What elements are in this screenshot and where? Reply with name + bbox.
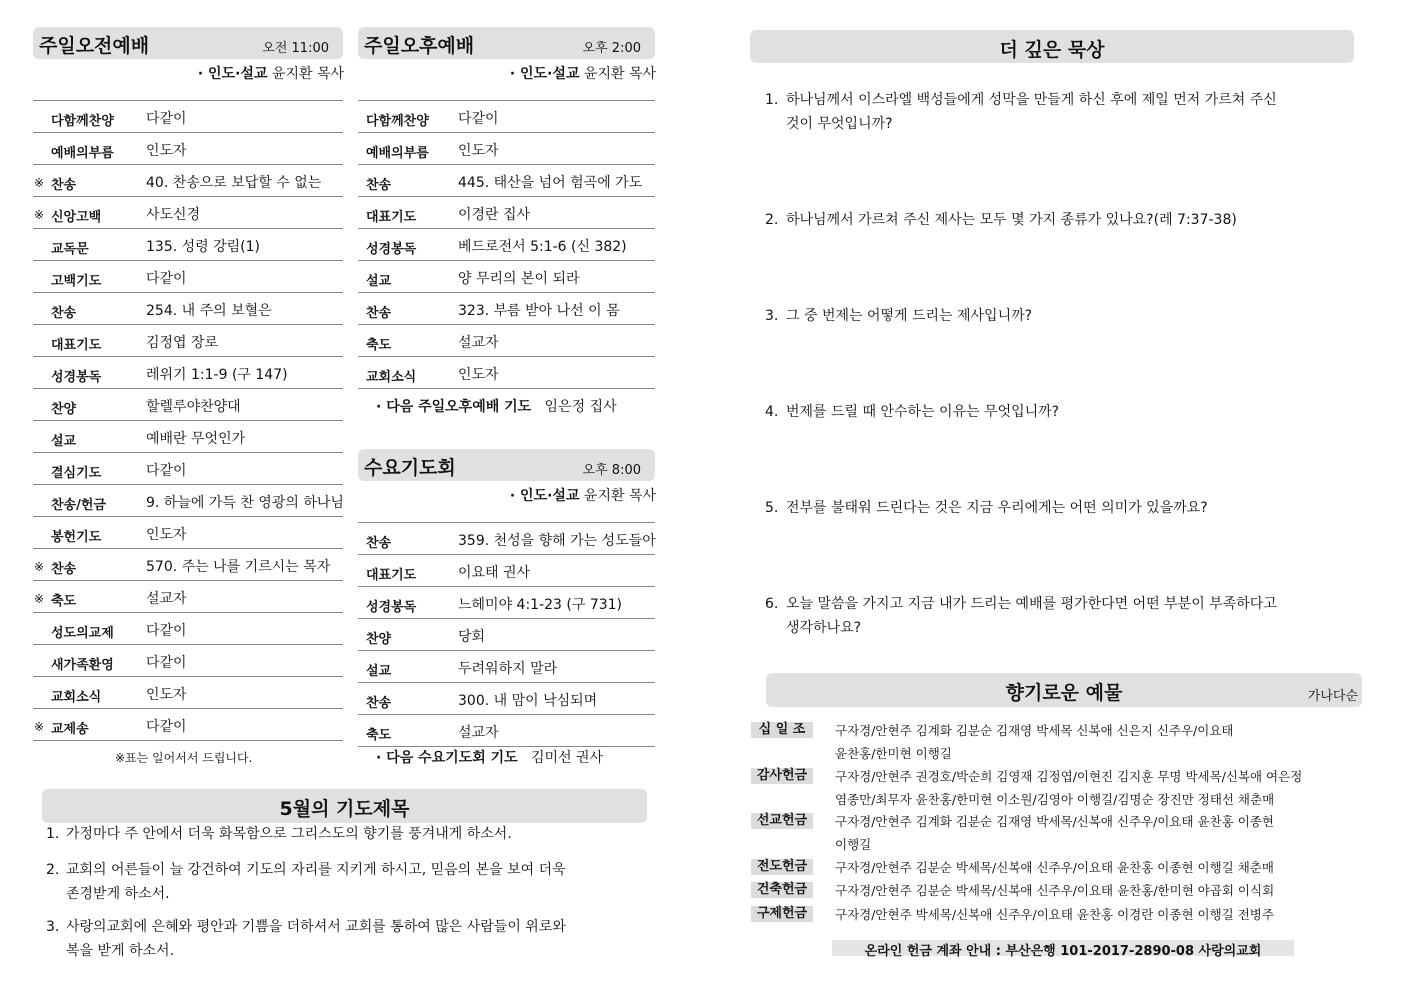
order-row: [33, 613, 343, 645]
standing-mark: ※: [34, 208, 45, 222]
order-label: 다함께찬양: [51, 114, 114, 129]
prayer-item: [46, 858, 566, 906]
prayer-line: 가정마다 주 안에서 더욱 화목함으로 그리스도의 향기를 풍겨내게 하소서.: [66, 826, 512, 842]
order-label: 대표기도: [51, 338, 102, 353]
offering-line: 윤찬홍/한미현 이행길: [835, 746, 952, 761]
order-value: 인도자: [146, 527, 187, 543]
morning-service-time: 오전 11:00: [262, 41, 329, 56]
leader-name: 윤지환 목사: [583, 66, 656, 82]
offering-category: 감사헌금: [751, 768, 813, 784]
question-line: 오늘 말씀을 가지고 지금 내가 드리는 예배를 평가한다면 어떤 부분이 부족하다고: [786, 596, 1277, 612]
order-label: 성도의교제: [51, 626, 114, 641]
order-value: 300. 내 맘이 낙심되며: [458, 693, 598, 709]
wednesday-service-title: 수요기도회: [364, 457, 456, 479]
prayer-item: [46, 915, 566, 963]
standing-mark: ※: [34, 720, 45, 734]
order-row: [358, 325, 655, 357]
meditation-header: [750, 30, 1354, 63]
order-label: 축도: [366, 338, 392, 353]
prayer-number: 2.: [46, 862, 60, 878]
order-label: 찬양: [366, 632, 392, 647]
offering-names: [835, 856, 1274, 879]
offering-category: 전도헌금: [751, 859, 813, 875]
leader-name: 윤지환 목사: [271, 66, 344, 82]
meditation-question: [765, 304, 1032, 328]
order-row: [33, 133, 343, 165]
order-label: 봉헌기도: [51, 530, 102, 545]
order-value: 두려워하지 말라: [458, 661, 558, 677]
order-value: 359. 천성을 향해 가는 성도들아: [458, 533, 656, 549]
order-value: 135. 성령 강림(1): [146, 239, 260, 255]
online-account-banner: [832, 940, 1294, 959]
order-row: [33, 389, 343, 421]
order-row: [358, 619, 655, 651]
order-label: 대표기도: [366, 210, 417, 225]
order-row: [358, 587, 655, 619]
meditation-question: [765, 496, 1208, 520]
order-row: [358, 229, 655, 261]
meditation-question: [765, 400, 1059, 424]
order-row: [33, 165, 343, 197]
leader-role: · 인도·설교: [509, 488, 580, 504]
prayer-topics-title: 5월의 기도제목: [279, 798, 410, 820]
order-value: 다같이: [146, 623, 187, 639]
afternoon-service-time: 오후 2:00: [582, 41, 641, 56]
question-number: 6.: [765, 596, 779, 612]
order-value: 당회: [458, 629, 486, 645]
order-label: 찬송: [51, 306, 77, 321]
order-row: [358, 293, 655, 325]
offering-order-note: 가나다순: [1307, 689, 1358, 704]
order-value: 김정엽 장로: [146, 335, 219, 351]
order-value: 설교자: [146, 591, 187, 607]
order-row: [33, 325, 343, 357]
question-line: 하나님께서 이스라엘 백성들에게 성막을 만들게 하신 후에 제일 먼저 가르쳐 주신: [786, 92, 1277, 108]
order-value: 이요태 권사: [458, 565, 531, 581]
order-label: 교제송: [51, 722, 89, 737]
prayer-line: 사랑의교회에 은혜와 평안과 기쁨을 더하셔서 교회를 통하여 많은 사람들이 위로와: [66, 919, 566, 935]
order-row: [358, 101, 655, 133]
order-value: 할렐루야찬양대: [146, 399, 241, 415]
offering-names: [835, 810, 1274, 856]
afternoon-service-title: 주일오후예배: [364, 35, 475, 57]
prayer-line: 존경받게 하소서.: [66, 886, 170, 902]
order-value: 설교자: [458, 335, 499, 351]
next-prayer-name: 임은정 집사: [544, 399, 617, 415]
meditation-question: [765, 88, 1277, 136]
offering-title: 향기로운 예물: [1005, 682, 1123, 704]
question-number: 4.: [765, 404, 779, 420]
meditation-question: [765, 208, 1237, 232]
order-value: 베드로전서 5:1-6 (신 382): [458, 239, 627, 255]
prayer-line: 교회의 어른들이 늘 강건하여 기도의 자리를 지키게 하시고, 믿음의 본을 보여 더욱: [66, 862, 566, 878]
order-label: 찬송/헌금: [51, 498, 106, 513]
standing-note: ※표는 일어서서 드립니다.: [115, 751, 253, 765]
offering-line: 구자경/안현주 박세목/신복애 신주우/이요태 윤찬홍 이경란 이종현 이행길 전병주: [835, 907, 1274, 922]
morning-leader: [198, 63, 344, 83]
question-number: 1.: [765, 92, 779, 108]
prayer-number: 1.: [46, 826, 60, 842]
order-value: 323. 부름 받아 나선 이 몸: [458, 303, 620, 319]
morning-service-title: 주일오전예배: [39, 35, 150, 57]
order-row: [358, 261, 655, 293]
order-row: [33, 709, 343, 741]
question-number: 5.: [765, 500, 779, 516]
wednesday-service-header: [358, 449, 655, 481]
order-value: 레위기 1:1-9 (구 147): [146, 367, 288, 383]
meditation-question: [765, 592, 1277, 640]
order-label: 찬송: [366, 178, 392, 193]
wednesday-next-prayer: [376, 747, 603, 767]
next-prayer-label: · 다음 수요기도회 기도: [376, 750, 518, 766]
order-row: [33, 101, 343, 133]
afternoon-next-prayer: [376, 396, 617, 416]
order-row: [358, 651, 655, 683]
online-account-text: 온라인 헌금 계좌 안내 : 부산은행 101-2017-2890-08 사랑의교회: [864, 944, 1262, 959]
offering-line: 이행길: [835, 837, 872, 852]
order-value: 다같이: [146, 655, 187, 671]
order-row: [358, 523, 655, 555]
question-line: 전부를 불태워 드린다는 것은 지금 우리에게는 어떤 의미가 있을까요?: [786, 500, 1208, 516]
order-row: [33, 645, 343, 677]
order-value: 다같이: [146, 111, 187, 127]
order-label: 교독문: [51, 242, 89, 257]
order-row: [33, 549, 343, 581]
prayer-topics-header: [42, 789, 647, 823]
order-row: [33, 581, 343, 613]
order-value: 인도자: [146, 143, 187, 159]
next-prayer-name: 김미선 권사: [531, 750, 604, 766]
order-label: 교회소식: [366, 370, 417, 385]
next-prayer-label: · 다음 주일오후예배 기도: [376, 399, 532, 415]
order-label: 신앙고백: [51, 210, 102, 225]
order-label: 설교: [366, 664, 392, 679]
question-number: 2.: [765, 212, 779, 228]
order-value: 254. 내 주의 보혈은: [146, 303, 272, 319]
order-row: [33, 453, 343, 485]
offering-names: [835, 879, 1274, 902]
order-label: 찬양: [51, 402, 77, 417]
leader-name: 윤지환 목사: [583, 488, 656, 504]
order-label: 축도: [366, 728, 392, 743]
question-number: 3.: [765, 308, 779, 324]
order-label: 대표기도: [366, 568, 417, 583]
order-value: 다같이: [458, 111, 499, 127]
prayer-number: 3.: [46, 919, 60, 935]
order-value: 이경란 집사: [458, 207, 531, 223]
order-row: [33, 197, 343, 229]
order-value: 인도자: [458, 367, 499, 383]
afternoon-leader: [510, 63, 656, 83]
offering-line: 구자경/안현주 김분순 박세목/신복애 신주우/이요태 윤찬홍/한미현 야곱회 이식회: [835, 883, 1275, 898]
offering-line: 염종만/최무자 윤찬홍/한미현 이소원/김영아 이행길/김명순 장진만 정태선 채춘매: [835, 792, 1275, 807]
question-line: 하나님께서 가르쳐 주신 제사는 모두 몇 가지 종류가 있나요?(레 7:37-38): [786, 212, 1237, 228]
offering-names: [835, 903, 1274, 926]
offering-names: [835, 719, 1234, 765]
offering-line: 구자경/안현주 김분순 박세목/신복애 신주우/이요태 윤찬홍 이종현 이행길 채춘매: [835, 860, 1274, 875]
offering-category: 구제헌금: [751, 906, 813, 922]
wednesday-leader: [510, 485, 656, 505]
order-row: [358, 197, 655, 229]
order-value: 인도자: [146, 687, 187, 703]
order-row: [358, 165, 655, 197]
wednesday-service-time: 오후 8:00: [582, 463, 641, 478]
order-row: [358, 715, 655, 747]
order-label: 고백기도: [51, 274, 102, 289]
prayer-item: [46, 822, 512, 846]
order-label: 예배의부름: [51, 146, 114, 161]
order-label: 성경봉독: [366, 242, 417, 257]
meditation-title: 더 깊은 묵상: [999, 39, 1105, 61]
order-label: 교회소식: [51, 690, 102, 705]
order-label: 성경봉독: [51, 370, 102, 385]
order-row: [33, 293, 343, 325]
order-value: 양 무리의 본이 되라: [458, 271, 580, 287]
order-value: 9. 하늘에 가득 찬 영광의 하나님: [146, 495, 344, 511]
order-label: 다함께찬양: [366, 114, 429, 129]
order-row: [358, 133, 655, 165]
order-label: 찬송: [366, 696, 392, 711]
order-value: 인도자: [458, 143, 499, 159]
standing-mark: ※: [34, 560, 45, 574]
offering-category: 십 일 조: [751, 722, 813, 738]
leader-role: · 인도·설교: [197, 66, 268, 82]
order-label: 찬송: [366, 536, 392, 551]
order-row: [33, 677, 343, 709]
order-label: 설교: [51, 434, 77, 449]
order-label: 설교: [366, 274, 392, 289]
leader-role: · 인도·설교: [509, 66, 580, 82]
order-row: [33, 517, 343, 549]
order-value: 설교자: [458, 725, 499, 741]
order-label: 축도: [51, 594, 77, 609]
question-line: 그 중 번제는 어떻게 드리는 제사입니까?: [786, 308, 1033, 324]
prayer-line: 복을 받게 하소서.: [66, 943, 175, 959]
offering-line: 구자경/안현주 김계화 김분순 김재영 박세목/신복애 신주우/이요태 윤찬홍 이종현: [835, 814, 1274, 829]
morning-service-header: [33, 27, 343, 59]
offering-line: 구자경/안현주 권경호/박순희 김영재 김정엽/이현진 김지훈 무명 박세목/신복애 여은정: [835, 769, 1303, 784]
standing-mark: ※: [34, 176, 45, 190]
order-value: 570. 주는 나를 기르시는 목자: [146, 559, 331, 575]
order-label: 찬송: [366, 306, 392, 321]
order-value: 다같이: [146, 271, 187, 287]
question-line: 생각하나요?: [786, 620, 862, 636]
order-value: 다같이: [146, 719, 187, 735]
order-label: 찬송: [51, 562, 77, 577]
order-label: 찬송: [51, 178, 77, 193]
offering-names: [835, 765, 1302, 811]
order-value: 40. 찬송으로 보답할 수 없는: [146, 175, 322, 191]
question-line: 것이 무엇입니까?: [786, 116, 893, 132]
offering-category: 건축헌금: [751, 882, 813, 898]
order-row: [33, 485, 343, 517]
order-row: [358, 555, 655, 587]
order-label: 결심기도: [51, 466, 102, 481]
order-row: [33, 421, 343, 453]
order-row: [358, 683, 655, 715]
order-row: [33, 357, 343, 389]
offering-category: 선교헌금: [751, 813, 813, 829]
offering-header: [766, 673, 1362, 707]
order-value: 445. 태산을 넘어 험곡에 가도: [458, 175, 643, 191]
offering-line: 구자경/안현주 김계화 김분순 김재영 박세목 신복애 신은지 신주우/이요태: [835, 723, 1234, 738]
order-row: [358, 357, 655, 389]
order-label: 예배의부름: [366, 146, 429, 161]
question-line: 번제를 드릴 때 안수하는 이유는 무엇입니까?: [786, 404, 1060, 420]
order-label: 새가족환영: [51, 658, 114, 673]
order-value: 다같이: [146, 463, 187, 479]
order-value: 느헤미야 4:1-23 (구 731): [458, 597, 623, 613]
order-value: 예배란 무엇인가: [146, 431, 246, 447]
standing-mark: ※: [34, 592, 45, 606]
order-value: 사도신경: [146, 207, 201, 223]
order-row: [33, 261, 343, 293]
afternoon-service-header: [358, 27, 655, 59]
order-label: 성경봉독: [366, 600, 417, 615]
order-row: [33, 229, 343, 261]
